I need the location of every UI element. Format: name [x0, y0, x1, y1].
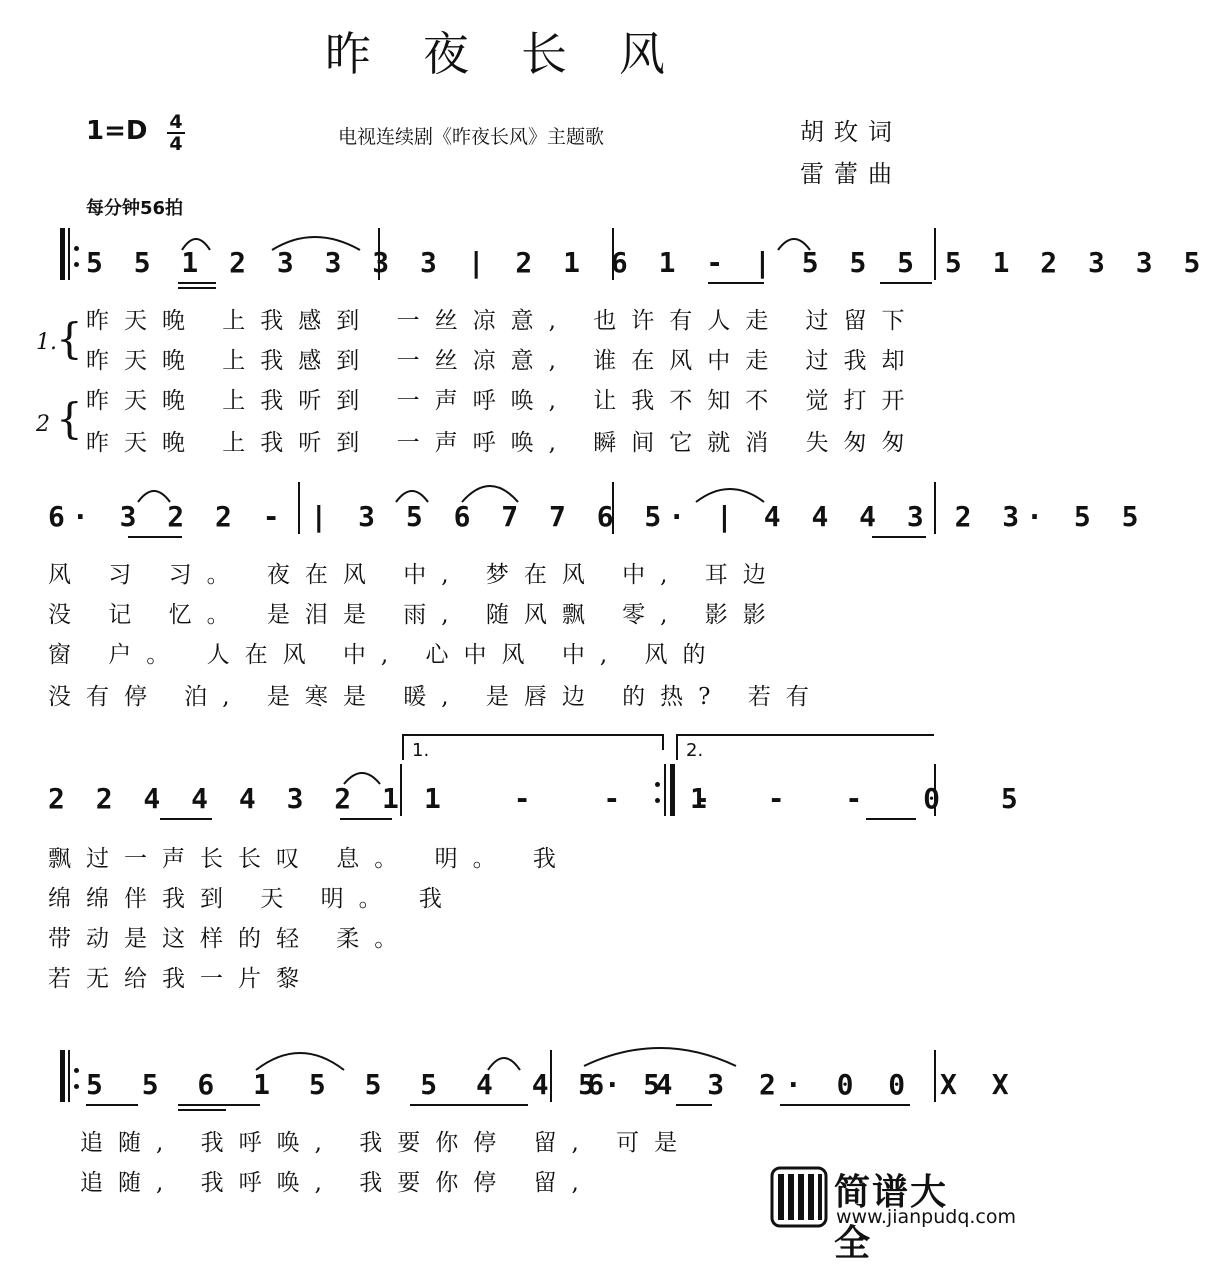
volta-bracket — [402, 734, 404, 760]
lyric-line: 飘过一声长长叹 息。 明。 我 — [48, 846, 571, 872]
beam — [866, 818, 916, 820]
verse-brace: { — [56, 314, 83, 363]
barline — [68, 1050, 70, 1102]
lyricist-credit: 胡玫词 — [800, 118, 902, 146]
verse-brace: { — [56, 394, 83, 443]
lyric-line: 绵绵伴我到 天 明。 我 — [48, 886, 457, 912]
repeat-dot — [74, 1084, 79, 1089]
piano-keys-icon — [770, 1166, 828, 1228]
beam — [160, 818, 212, 820]
volta-bracket — [662, 734, 664, 750]
beam — [178, 1109, 226, 1111]
meter-top: 4 — [169, 111, 183, 133]
key-signature: 1=D — [86, 116, 148, 146]
beam — [780, 1104, 910, 1106]
lyric-line: 昨天晚 上我听到 一声呼唤, 让我不知不 觉打开 — [86, 388, 920, 414]
verse-number-1: 1. — [36, 330, 57, 355]
beam — [178, 282, 216, 284]
barline — [68, 228, 70, 280]
lyric-line: 没有停 泊, 是寒是 暖, 是唇边 的热? 若有 — [48, 684, 824, 710]
beam — [880, 282, 932, 284]
song-title: 昨夜长风 — [325, 27, 717, 81]
meter-bottom: 4 — [169, 133, 183, 155]
lyric-line: 追随, 我呼唤, 我要你停 留, — [80, 1170, 594, 1196]
repeat-start-barline — [60, 1050, 65, 1102]
lyric-line: 窗 户。 人在风 中, 心中风 中, 风的 — [48, 642, 721, 668]
volta-1-label: 1. — [412, 740, 430, 761]
lyric-line: 昨天晚 上我感到 一丝凉意, 也许有人走 过留下 — [86, 308, 920, 334]
notation-line: 5 5 1 2 3 3 3 3 | 2 1 6 1 - | 5 5 5 5 1 2 3 3 5 — [86, 246, 1207, 279]
beam — [340, 818, 392, 820]
subtitle: 电视连续剧《昨夜长风》主题歌 — [338, 126, 605, 148]
beam — [872, 536, 926, 538]
beam — [676, 1104, 712, 1106]
lyric-line: 追随, 我呼唤, 我要你停 留, 可是 — [80, 1130, 693, 1156]
watermark-name: 简谱大全 — [834, 1172, 949, 1264]
notation-line: 1 - - 0 5 — [690, 782, 1040, 815]
notation-line: 2 2 4 4 4 3 2 1 — [48, 782, 406, 815]
beam — [128, 536, 182, 538]
lyric-line: 昨天晚 上我听到 一声呼唤, 瞬间它就消 失匆匆 — [86, 430, 920, 456]
notation-line: 5· 4 3 2· 0 0 X X — [578, 1068, 1018, 1101]
lyric-line: 若无给我一片黎 — [48, 966, 314, 992]
repeat-dot — [74, 1068, 79, 1073]
notation-line: 1 - - - — [424, 782, 739, 815]
lyric-line: 昨天晚 上我感到 一丝凉意, 谁在风中走 过我却 — [86, 348, 920, 374]
lyric-line: 没 记 忆。 是泪是 雨, 随风飘 零, 影影 — [48, 602, 781, 628]
lyric-line: 带动是这样的轻 柔。 — [48, 926, 413, 952]
slur — [584, 1048, 736, 1066]
tempo-marking: 每分钟56拍 — [86, 198, 184, 219]
beam — [708, 282, 764, 284]
beam — [178, 287, 216, 289]
repeat-start-barline — [60, 228, 65, 280]
volta-bracket — [402, 734, 664, 736]
time-signature — [166, 112, 186, 154]
verse-number-2: 2 — [36, 412, 50, 437]
volta-2-label: 2. — [686, 740, 704, 761]
repeat-dot — [74, 246, 79, 251]
volta-bracket — [676, 734, 934, 736]
beam — [86, 1104, 138, 1106]
beam — [178, 1104, 260, 1106]
repeat-dot — [74, 262, 79, 267]
lyric-line: 风 习 习。 夜在风 中, 梦在风 中, 耳边 — [48, 562, 781, 588]
watermark-url: www.jianpudq.com — [836, 1206, 1016, 1228]
composer-credit: 雷蕾曲 — [800, 160, 902, 188]
watermark-logo — [770, 1166, 1016, 1264]
notation-line: 5 5 6 1 5 5 5 4 4 6 5 — [86, 1068, 672, 1101]
beam — [410, 1104, 528, 1106]
volta-bracket — [676, 734, 678, 760]
notation-line: 6· 3 2 2 - | 3 5 6 7 7 6 5· | 4 4 4 3 2 3· 5 5 — [48, 500, 1146, 533]
